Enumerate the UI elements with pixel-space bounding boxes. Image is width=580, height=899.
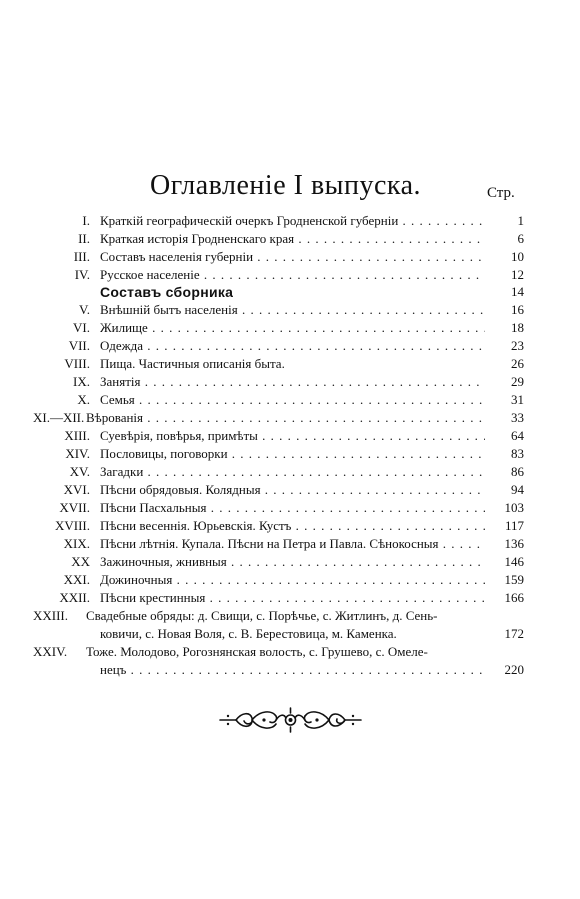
page-column-header: Стр. — [487, 185, 515, 201]
toc-entry-number: XXII. — [59, 590, 90, 605]
toc-entry-page: 146 — [504, 554, 524, 569]
toc-entry-title: Загадки . . . — [100, 464, 485, 480]
toc-entry-page: 172 — [504, 626, 524, 641]
toc-entry-title: Тоже. Молодово, Рогознянская волость, с. Грушево, с. Омеле- — [86, 644, 428, 659]
toc-entry-title: Пѣсни Пасхальныя . . . — [100, 500, 485, 516]
toc-entry-title: Занятія . . . — [100, 374, 485, 390]
toc-entry-title: Дожиночныя . . . — [100, 572, 485, 588]
toc-entry-page: 12 — [511, 267, 524, 282]
toc-entry-page: 159 — [504, 572, 524, 587]
toc-entry-number: VI. — [73, 320, 90, 335]
toc-entry-number: V. — [79, 302, 90, 317]
toc-entry-page: 103 — [504, 500, 524, 515]
toc-entry-title: Пища. Частичныя описанія быта. — [100, 356, 285, 371]
toc-entry-page: 117 — [504, 518, 524, 533]
toc-entry-title: Свадебные обряды: д. Свищи, с. Порѣчье, с. Житлинъ, д. Сень- — [86, 608, 438, 623]
toc-entry-page: 86 — [511, 464, 524, 479]
toc-entry-number: III. — [73, 249, 90, 264]
toc-entry-page: 6 — [517, 231, 524, 246]
toc-entry-page: 33 — [511, 410, 524, 425]
toc-entry-page: 83 — [511, 446, 524, 461]
toc-entry-title: Пословицы, поговорки . . . — [100, 446, 485, 462]
toc-entry-number: XVI. — [63, 482, 90, 497]
toc-entry-title: Пѣсни обрядовыя. Колядныя . . . — [100, 482, 485, 498]
toc-section-title: Составъ сборника — [100, 284, 234, 300]
toc-entry-page: 220 — [504, 662, 524, 677]
toc-entry-title: Краткая исторія Гродненскаго края . . . — [100, 231, 485, 247]
toc-entry-number: XX — [71, 554, 90, 569]
toc-entry-number: IV. — [74, 267, 90, 282]
toc-entry-page: 10 — [511, 249, 524, 264]
toc-entry-page: 16 — [511, 302, 524, 317]
toc-entry-number: XIII. — [64, 428, 90, 443]
toc-entry-number: XXIII. — [33, 608, 69, 623]
toc-entry-number: XVII. — [59, 500, 90, 515]
toc-entry-page: 14 — [511, 284, 524, 299]
toc-entry-page: 136 — [504, 536, 524, 551]
toc-entry-title: Пѣсни весеннія. Юрьевскія. Кустъ . . . — [100, 518, 485, 534]
toc-entry-number: XIV. — [65, 446, 90, 461]
toc-entry-title: Зажиночныя, жнивныя . . . — [100, 554, 485, 570]
toc-entry-title: Краткій географическій очеркъ Гродненской губерніи . . . — [100, 213, 485, 229]
toc-entry-page: 31 — [511, 392, 524, 407]
toc-entry-page: 18 — [511, 320, 524, 335]
toc-entry-page: 1 — [517, 213, 524, 228]
toc-entry-title: Вѣрованія . . . — [86, 410, 486, 426]
toc-entry-page: 29 — [511, 374, 524, 389]
toc-entry-title: Внѣшній бытъ населенія . . . — [100, 302, 485, 318]
toc-entry-title: Составъ населенія губерніи . . . — [100, 249, 485, 265]
toc-entry-number: VIII. — [64, 356, 90, 371]
toc-entry-page: 166 — [504, 590, 524, 605]
toc-entry-number: II. — [78, 231, 90, 246]
toc-entry-number: XV. — [69, 464, 90, 479]
toc-entry-title: Русское населеніе . . . — [100, 267, 485, 283]
toc-entry-title: ковичи, с. Новая Воля, с. В. Берестовица, м. Каменка. — [100, 626, 397, 641]
toc-entry-number: I. — [82, 213, 90, 228]
toc-entry-number: XIX. — [63, 536, 90, 551]
toc-entry-number: XXIV. — [33, 644, 68, 659]
toc-entry-title: Суевѣрія, повѣрья, примѣты . . . — [100, 428, 485, 444]
ornament-icon — [218, 704, 363, 736]
toc-entry-page: 94 — [511, 482, 524, 497]
toc-entry-title: Жилище . . . — [100, 320, 485, 336]
toc-entry-number: XXI. — [63, 572, 90, 587]
toc-entry-title: нецъ . . . — [100, 662, 485, 678]
toc-entry-number: XVIII. — [54, 518, 90, 533]
toc-entry-title: Пѣсни крестинныя . . . — [100, 590, 485, 606]
page-title: Оглавленіе I выпуска. — [150, 170, 422, 201]
toc-entry-title: Пѣсни лѣтнія. Купала. Пѣсни на Петра и Павла. Сѣнокосныя . . . — [100, 536, 485, 552]
toc-entry-page: 26 — [511, 356, 524, 371]
toc-entry-number: X. — [77, 392, 90, 407]
toc-entry-page: 23 — [511, 338, 524, 353]
toc-entry-number: VII. — [68, 338, 90, 353]
toc-entry-title: Семья . . . — [100, 392, 485, 408]
toc-entry-number: IX. — [73, 374, 90, 389]
toc-entry-number: XI.—XII. — [33, 410, 85, 425]
toc-entry-title: Одежда . . . — [100, 338, 485, 354]
toc-entry-page: 64 — [511, 428, 524, 443]
